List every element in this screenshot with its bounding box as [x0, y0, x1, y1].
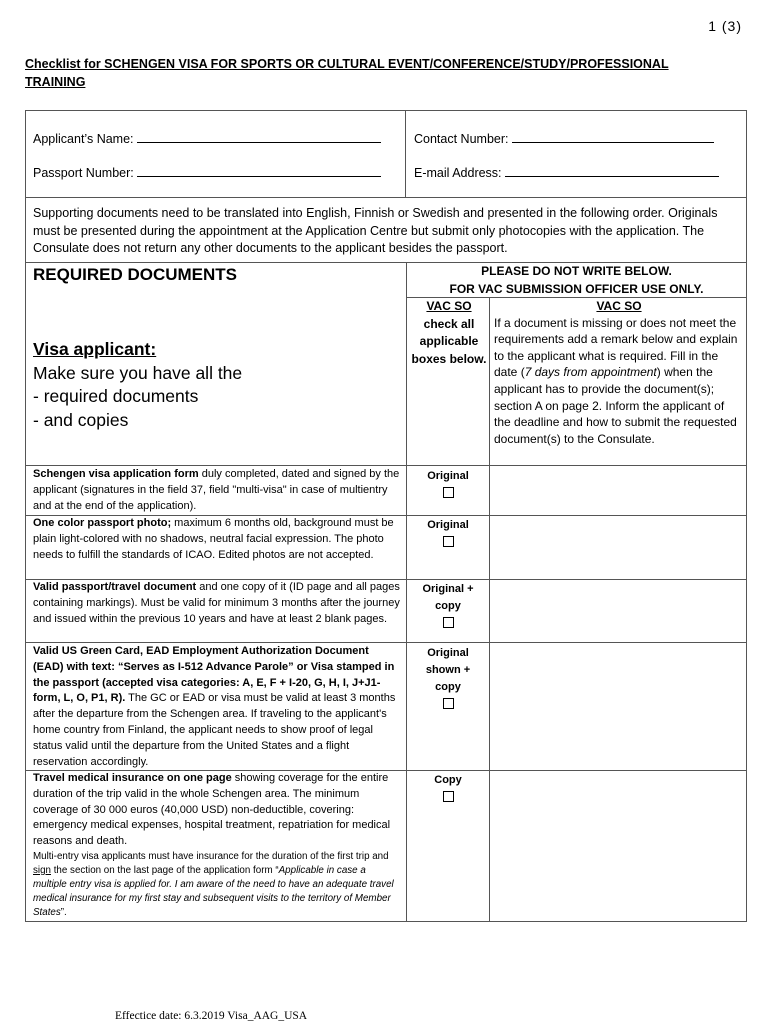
check-travel-insurance[interactable] [408, 772, 488, 808]
email-label: E-mail Address: [414, 166, 502, 180]
mark-label: Original shown + copy [425, 647, 471, 693]
check-green-card[interactable] [424, 645, 472, 715]
passport-number-label: Passport Number: [33, 166, 134, 180]
contact-number-line[interactable] [512, 131, 714, 143]
page-title: Checklist for SCHENGEN VISA FOR SPORTS OR CULTURAL EVENT/CONFERENCE/STUDY/PROFESSIONAL TRAINING [25, 57, 669, 89]
contact-number-label: Contact Number: [414, 132, 509, 146]
visa-applicant-block [33, 338, 242, 432]
office-use-line-2: FOR VAC SUBMISSION OFFICER USE ONLY. [449, 281, 704, 296]
checkbox[interactable] [443, 617, 454, 628]
mark-label: Original [427, 519, 469, 531]
visa-applicant-heading: Visa applicant: [33, 339, 157, 359]
vac-so-title: VAC SO [596, 299, 642, 313]
vac-so-remarks-text: If a document is missing or does not meet the requirements add a remark below and explain to the applicant what is required. Fill in the date (7 days from appointment) when the applicant has to provide the document(s); section A on page 2. Inform the applicant of the deadline and how to submit the requested document(s) to the Consulate. [494, 315, 738, 446]
mark-label: Original + copy [422, 583, 474, 612]
document-row-passport: Valid passport/travel document and one copy of it (ID page and all pages containing markings). Must be valid for minimum 3 months after the journey and issued within the previous 10 years and have at least 2 blank pages. [33, 581, 400, 625]
office-use-line-1: PLEASE DO NOT WRITE BELOW. [481, 264, 672, 278]
check-application-form[interactable] [408, 468, 488, 504]
applicant-info-box [25, 110, 747, 198]
vac-so-label: VAC SO [426, 299, 472, 313]
document-row-application-form: Schengen visa application form duly completed, dated and signed by the applicant (signatures in the field 37, field "multi-visa" in case of multientry and at the end of the application). [33, 468, 400, 512]
applicant-name-line[interactable] [137, 131, 381, 143]
passport-number-line[interactable] [137, 165, 381, 177]
applicant-name-label: Applicant’s Name: [33, 132, 134, 146]
page-number: 1 (3) [708, 18, 742, 34]
checkbox[interactable] [443, 487, 454, 498]
mark-label: Copy [434, 774, 462, 786]
email-line[interactable] [505, 165, 719, 177]
visa-applicant-line-1: Make sure you have all the [33, 362, 243, 383]
vac-so-instruction: check all applicable boxes below. [411, 316, 487, 366]
applicant-name-field[interactable] [33, 131, 381, 146]
vac-so-remarks-header [494, 298, 744, 447]
check-passport-photo[interactable] [408, 517, 488, 553]
footer-effective-date: Effectice date: 6.3.2019 Visa_AAG_USA [115, 1010, 308, 1022]
document-row-passport-photo: One color passport photo; maximum 6 months old, background must be plain light-colored with no shadows, neutral facial expression. The photo needs to fulfill the standards of ICAO. Edited photos are not accepted. [33, 517, 394, 561]
office-use-heading [408, 263, 745, 298]
checkbox[interactable] [443, 791, 454, 802]
checkbox[interactable] [443, 536, 454, 547]
document-row-travel-insurance: Travel medical insurance on one page showing coverage for the entire duration of the trip valid in the whole Schengen area. The minimum coverage of 30 000 euros (40,000 USD) non-deductible, covering: emergency medical expenses, hospital treatment, repatriation for medical reasons and death. Multi-entry visa applicants must have insurance for the duration of the first trip and sign the section on the last page of the application form “Applicable in case a multiple entry visa is applied for. I am aware of the need to have an adequate travel medical insurance for my first stay and subsequent visits to the territory of Member States”. [33, 771, 401, 920]
translation-note: Supporting documents need to be translated into English, Finnish or Swedish and presented in the following order. Originals must be presented during the appointment at the Application Centre but submit only photocopies with the application. The Consulate does not return any other documents to the applicant besides the passport. [33, 206, 718, 255]
mark-label: Original [427, 470, 469, 482]
required-documents-heading: REQUIRED DOCUMENTS [33, 265, 238, 284]
checkbox[interactable] [443, 698, 454, 709]
insurance-multi-entry-note: Multi-entry visa applicants must have insurance for the duration of the first trip and sign the section on the last page of the application form “Applicable in case a multiple entry visa is applied for. I am aware of the need to have an adequate travel medical insurance for my first stay and subsequent visits to the territory of Member States”. [33, 850, 394, 918]
check-passport[interactable] [418, 581, 478, 634]
document-row-green-card: Valid US Green Card, EAD Employment Authorization Document (EAD) with text: “Serves as I-512 Advance Parole” or Visa stamped in the passport (accepted visa categories: A, E, F + I-20, G, H, I, J+J1-form, L, O, P1, R). The GC or EAD or visa must be valid at least 3 months after the departure from the Schengen area. If traveling to the applicant's home country from Finland, the applicant needs to show proof of legal status valid until the departure from the United States and a flight reservation accordingly. [33, 645, 396, 768]
vac-so-column-header [409, 298, 489, 368]
visa-applicant-line-2: - required documents [33, 386, 199, 406]
contact-number-field[interactable] [414, 131, 714, 146]
visa-applicant-line-3: - and copies [33, 409, 129, 430]
email-field[interactable] [414, 165, 719, 180]
passport-number-field[interactable] [33, 165, 381, 180]
